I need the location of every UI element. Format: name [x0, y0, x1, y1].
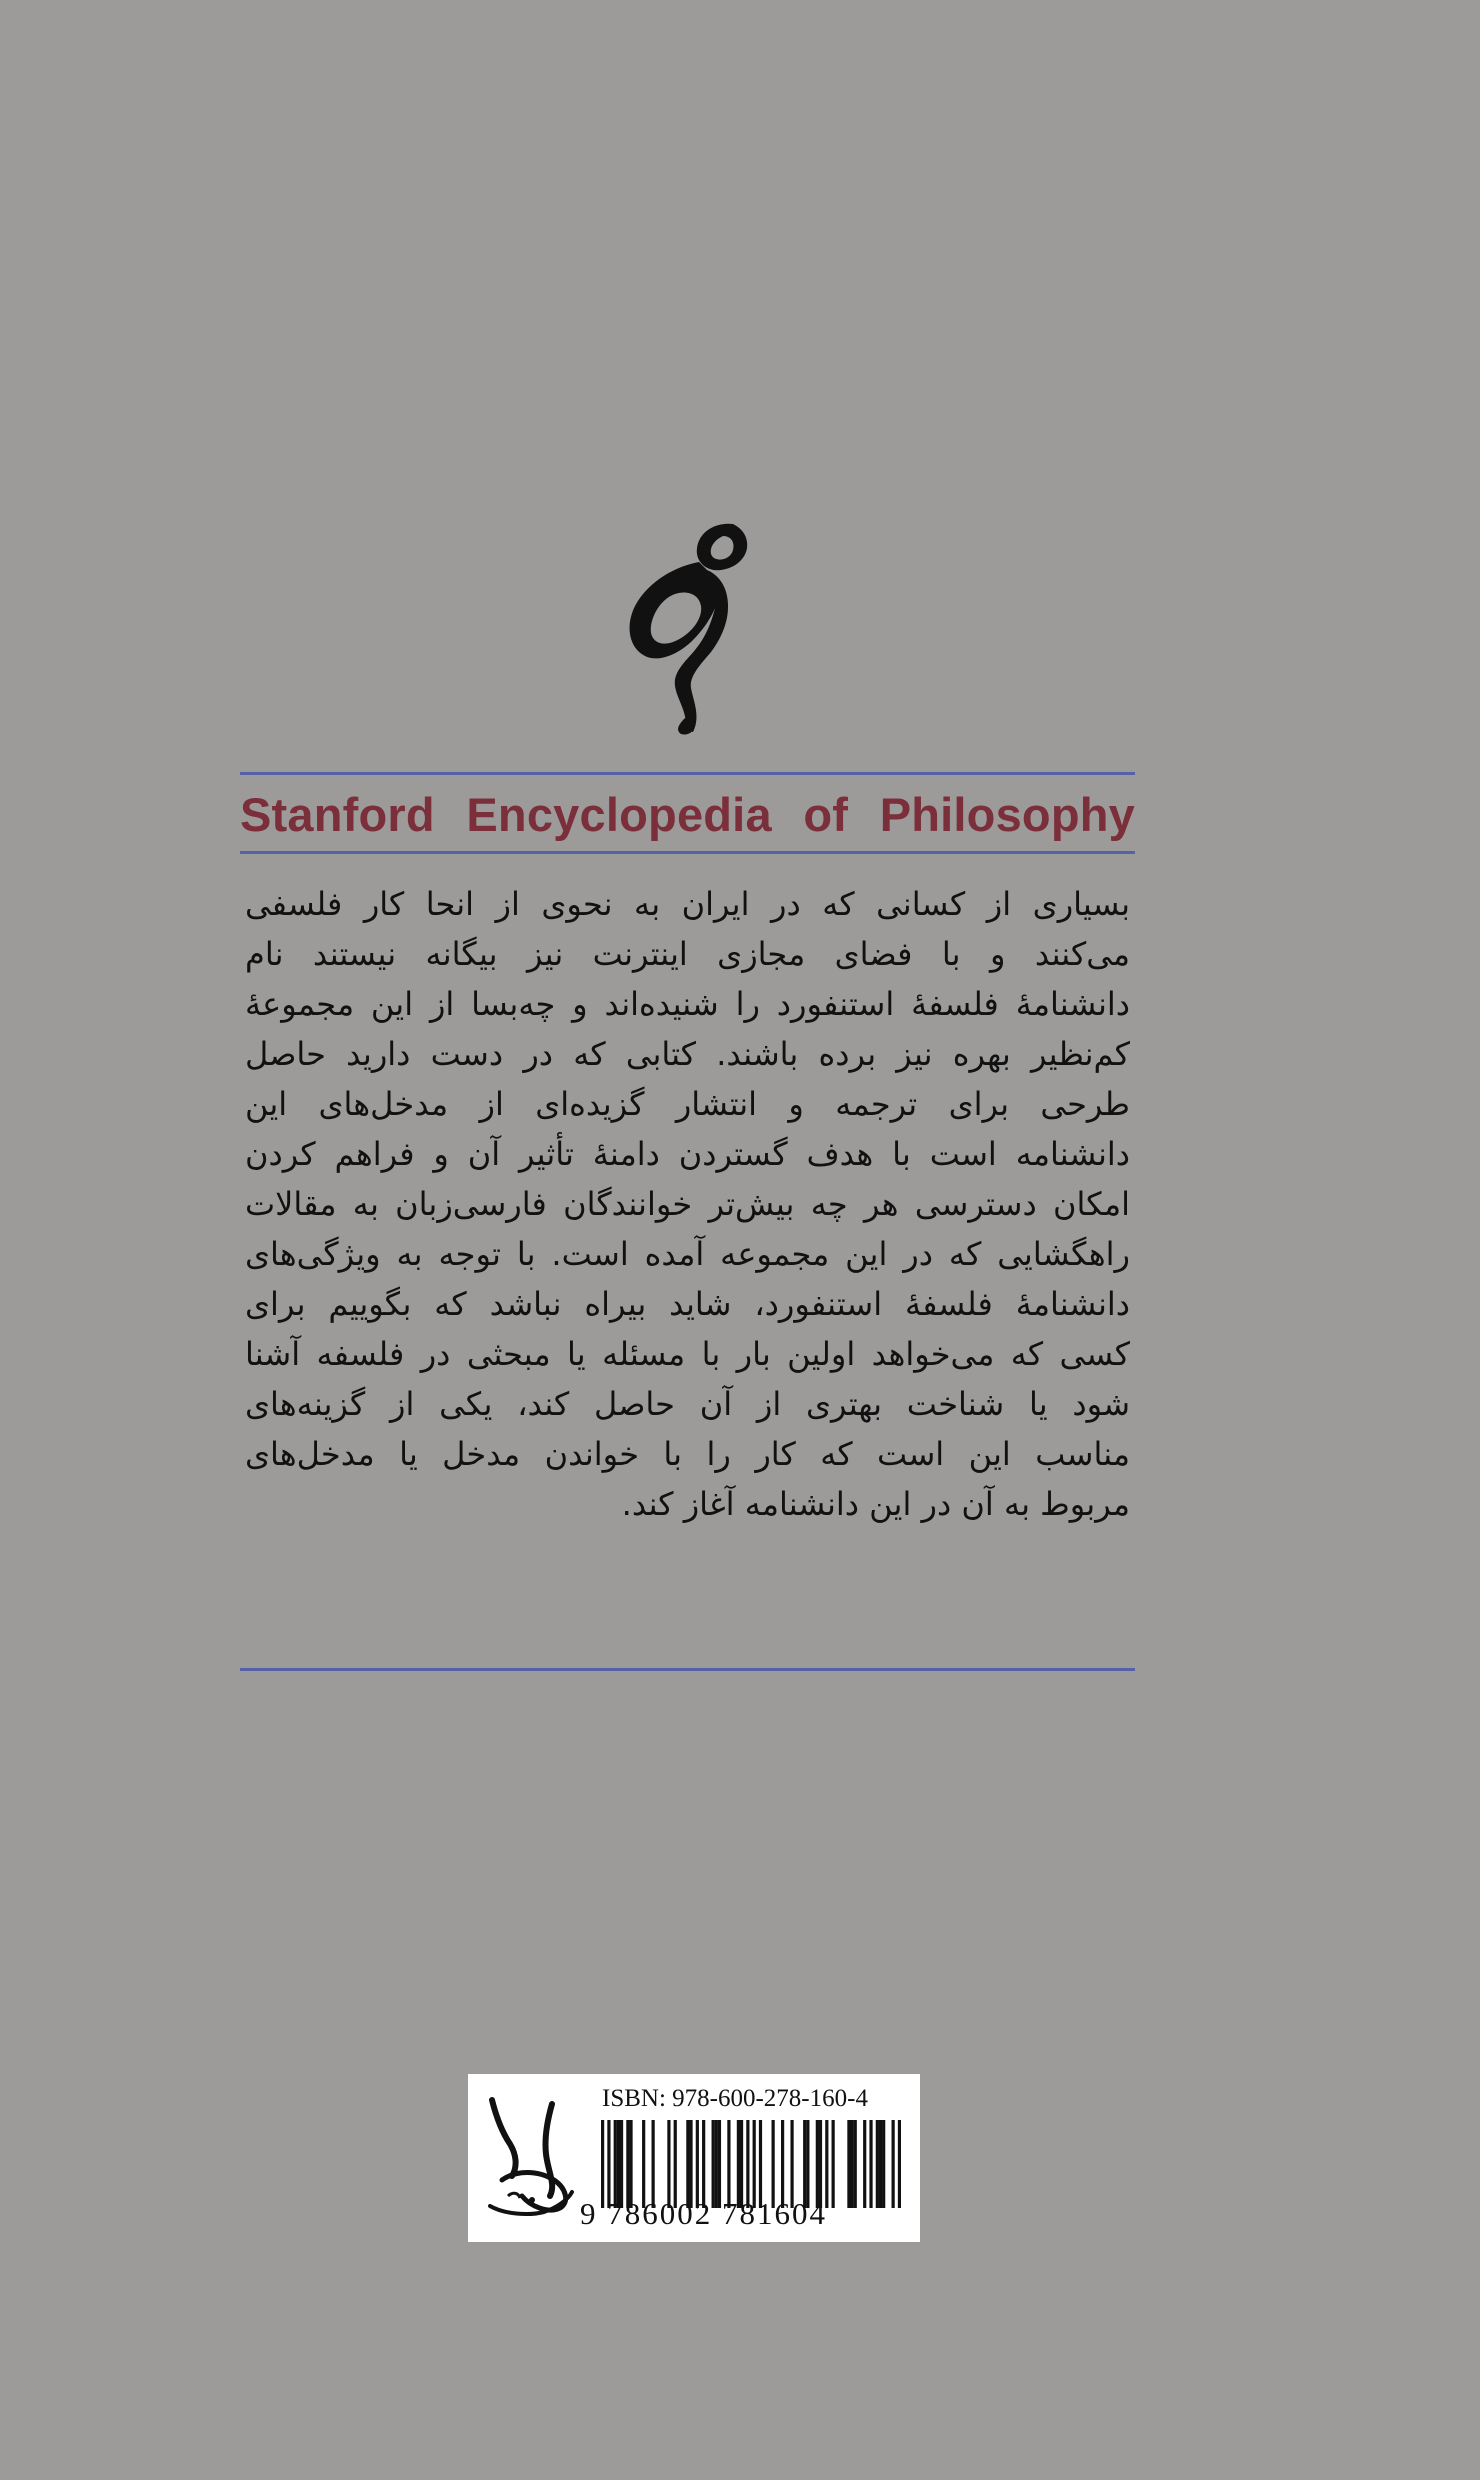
blurb-line: بسیاری از کسانی که در ایران به نحوی از انحا کار فلسفی: [245, 885, 1130, 923]
barcode-digits: 9 786002 781604: [580, 2196, 827, 2231]
blurb-line: مربوط به آن در این دانشنامه آغاز کند.: [621, 1485, 1130, 1523]
back-cover-blurb: [245, 879, 1130, 1529]
blurb-line: طرحی برای ترجمه و انتشار گزیده‌ای از مدخل‌های این: [245, 1085, 1130, 1123]
blurb-line: شود یا شناخت بهتری از آن حاصل کند، یکی از گزینه‌های: [245, 1385, 1130, 1423]
top-rule: [240, 772, 1135, 775]
title-underline-rule: [240, 851, 1135, 854]
blurb-line: می‌کنند و با فضای مجازی اینترنت نیز بیگانه نیستند نام: [245, 935, 1130, 973]
blurb-line: امکان دسترسی هر چه بیش‌تر خوانندگان فارسی‌زبان به مقالات: [245, 1185, 1130, 1223]
bottom-rule: [240, 1668, 1135, 1671]
blurb-line: کم‌نظیر بهره نیز برده باشند. کتابی که در دست دارید حاصل: [245, 1035, 1130, 1073]
publisher-logo-icon: [482, 2096, 576, 2220]
blurb-line: کسی که می‌خواهد اولین بار با مسئله یا مبحثی در فلسفه آشنا: [245, 1335, 1130, 1373]
isbn-barcode-panel: [468, 2074, 920, 2242]
blurb-line: راهگشایی که در این مجموعه آمده است. با توجه به ویژگی‌های: [245, 1235, 1130, 1273]
blurb-line: دانشنامه است با هدف گستردن دامنهٔ تأثیر آن و فراهم کردن: [245, 1135, 1130, 1173]
series-title: Stanford Encyclopedia of Philosophy: [240, 788, 1135, 841]
calligraphic-figure-icon: [615, 518, 765, 738]
blurb-line: دانشنامهٔ فلسفهٔ استنفورد را شنیده‌اند و چه‌بسا از این مجموعهٔ: [245, 985, 1130, 1023]
blurb-line: دانشنامهٔ فلسفهٔ استنفورد، شاید بیراه نباشد که بگوییم برای: [245, 1285, 1130, 1323]
blurb-line: مناسب این است که کار را با خواندن مدخل یا مدخل‌های: [245, 1435, 1130, 1473]
isbn-number: ISBN: 978-600-278-160-4: [602, 2085, 868, 2112]
